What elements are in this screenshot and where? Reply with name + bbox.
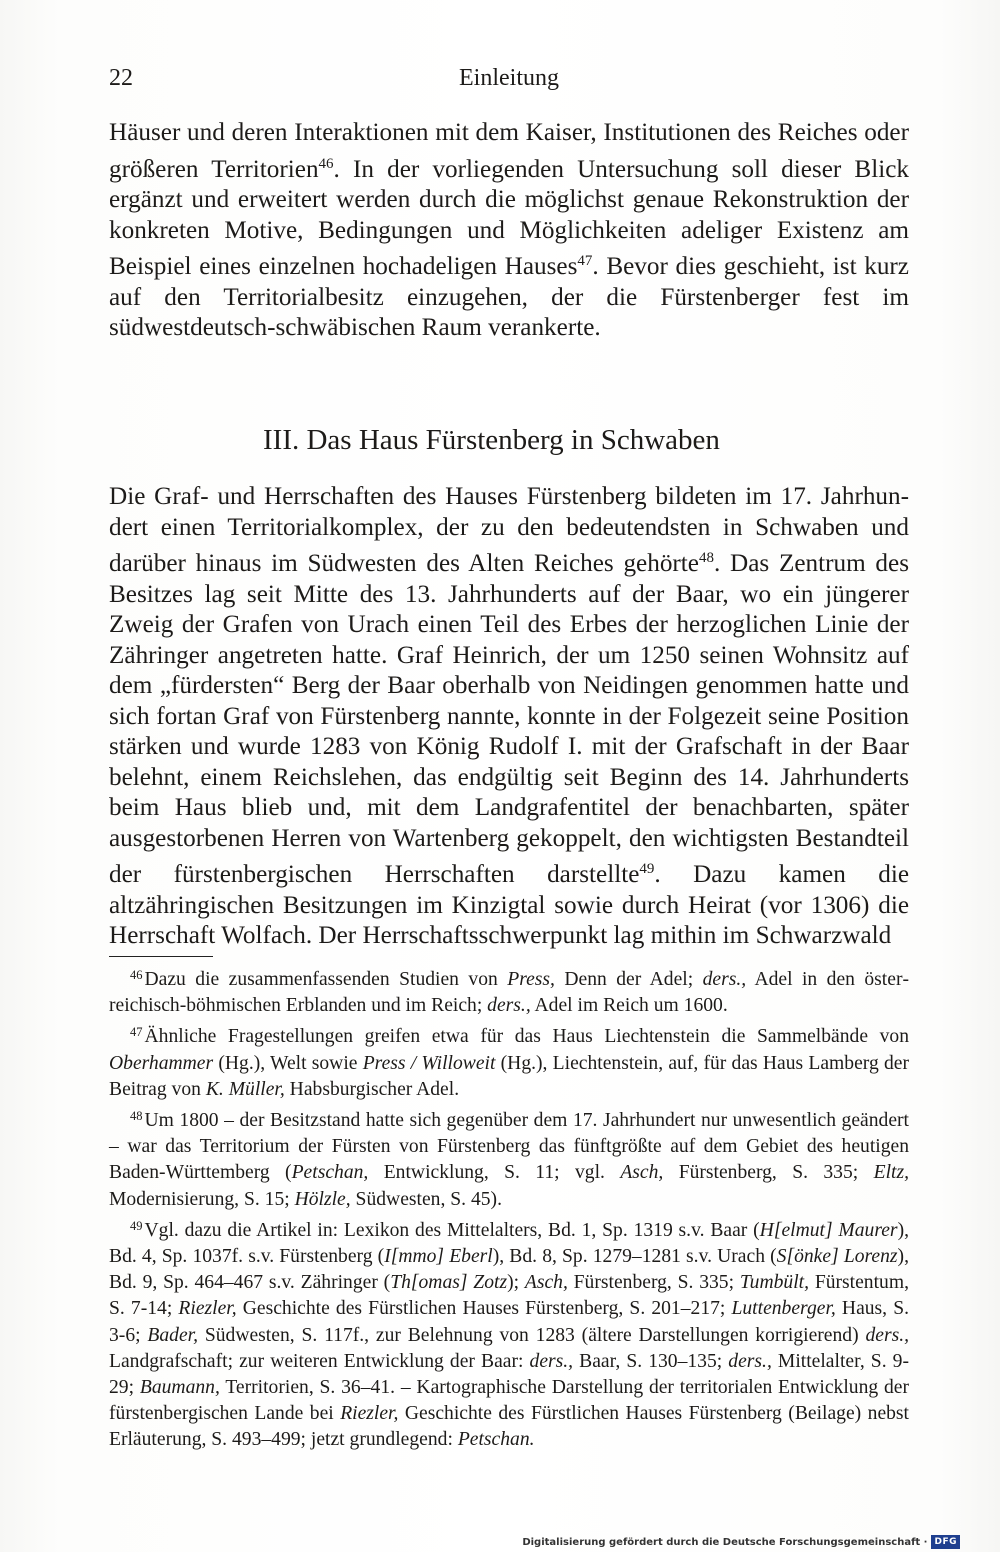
footnote-citation-author: ders., (702, 969, 747, 990)
intro-text-segment: . Bevor dies geschieht, ist kurz auf den Territorialbesitz einzugehen, der die Fürstenberger fest im südwestdeutsch-schwäbischen Raum verankerte. (109, 253, 909, 341)
footnote-citation-author: Th[omas] Zotz (390, 1272, 508, 1294)
main-text-segment: . Das Zentrum des Besitzes lag seit Mitte des 13. Jahrhunderts auf der Baar, wo ein jüngerer Zweig der Grafen von Urach einen Teil des Erbes der herzoglichen Linie der Zähringer angetreten hatte. Graf Heinrich, der um 1250 seinen Wohnsitz auf dem „fürdersten“ Berg der Baar oberhalb von Neidingen genommen hatte und sich fortan Graf von Fürstenberg nannte, konnte in der Folgezeit seine Position stärken und wurde 1283 von König Rudolf I. mit der Grafschaft in der Baar belehnt, einem Reichslehen, das endgültig seit Beginn des 14. Jahrhunderts beim Haus blieb und, mit dem Landgrafentitel der benachbarten, später ausgestorbenen Herren von Wartenberg gekoppelt, den wichtigsten Bestandteil der fürstenbergischen Herrschaften darstellte (109, 550, 909, 888)
footnote-citation-author: Riezler, (178, 1298, 237, 1320)
main-paragraph (109, 482, 909, 952)
intro-text-segment: Häuser und deren Interaktionen mit dem Kaiser, Institutionen des Reiches oder größeren Territorien (109, 119, 909, 183)
footnote-number: 49 (130, 1218, 143, 1233)
footnote-text: Denn der Adel; (554, 969, 703, 990)
footnote-citation-author: ders., (529, 1350, 574, 1372)
footnote-text: Territorien, S. 36–41. – Kartographische Darstellung der territorialen Entwicklung der fürstenbergischen Lande bei (109, 1377, 910, 1425)
footnote-text: Adel in den österreichisch-böhmischen Erblanden und im Reich; (109, 969, 909, 1017)
footnote-text: ), Bd. 8, Sp. 1279–1281 s.v. Urach ( (492, 1246, 777, 1268)
credit-text: Digitalisierung gefördert durch die Deutsche Forschungsgemeinschaft · (522, 1536, 928, 1548)
running-head: Einleitung (459, 65, 559, 91)
footnote-text: Haus, S. 3-6; (109, 1298, 910, 1346)
footnote-text: Entwicklung, S. 11; vgl. (368, 1162, 621, 1184)
footnote-rule (109, 956, 213, 957)
dfg-logo: DFG (931, 1535, 960, 1549)
footnote-48 (109, 1103, 909, 1213)
footnote-text: Geschichte des Fürstlichen Hauses Fürstenberg, S. 201–217; (236, 1298, 732, 1320)
page-number: 22 (109, 65, 133, 91)
footnote-text: ), Bd. 9, Sp. 464–467 s.v. Zähringer ( (109, 1246, 909, 1294)
footnote-text: Südwesten, S. 117f., zur Belehnung von 1283 (ältere Darstellungen korrigierend) (198, 1324, 866, 1346)
footnote-text: Geschichte des Fürstlichen Hauses Fürstenberg (Beilage) nebst Erläuterung, S. 493–499; jetzt grundlegend: (109, 1403, 910, 1451)
digitization-credit (522, 1534, 960, 1550)
footnote-text: Baar, S. 130–135; (573, 1350, 729, 1372)
footnote-citation-author: ders., (865, 1324, 909, 1346)
footnote-text: Habsburgischer Adel. (284, 1078, 460, 1100)
footnote-text: Fürstentum, S. 7-14; (109, 1272, 909, 1320)
footnote-citation-author: Asch, (524, 1272, 568, 1294)
footnote-46 (109, 962, 909, 1019)
footnote-text: Mittelalter, S. 9-29; (109, 1350, 909, 1399)
footnote-text: (Hg.), Welt sowie (213, 1052, 363, 1074)
footnote-citation-author: Oberhammer (109, 1052, 214, 1074)
footnote-citation-author: ders., (487, 995, 531, 1017)
footnote-citation-author: Eltz, (873, 1162, 909, 1184)
intro-text-segment: . In der vorliegenden Untersuchung soll dieser Blick ergänzt und erweitert werden durch die möglichst genaue Rekonstruktion der konkreten Motive, Bedingungen und Möglichkeiten adeliger Existenz am Beispiel eines einzelnen hochadeligen Hauses (109, 155, 909, 280)
footnote-number: 47 (130, 1025, 143, 1040)
footnote-ref-46: 46 (318, 155, 334, 172)
footnote-text: Fürstenberg, S. 335; (663, 1162, 874, 1184)
footnote-text: ); (507, 1272, 525, 1294)
section-heading: III. Das Haus Fürstenberg in Schwaben (263, 424, 720, 456)
footnote-citation-author: ders., (728, 1350, 772, 1372)
footnote-text: Ähnliche Fragestellungen greifen etwa für das Haus Liechtenstein die Sammelbände von (144, 1026, 909, 1048)
footnotes (109, 962, 909, 1454)
footnote-ref-48: 48 (699, 550, 714, 566)
footnote-ref-47: 47 (577, 253, 593, 269)
footnote-text: Modernisierung, S. 15; (109, 1188, 295, 1210)
footnote-text: Vgl. dazu die Artikel in: Lexikon des Mittelalters, Bd. 1, Sp. 1319 s.v. Baar ( (144, 1219, 760, 1241)
footnote-text: ), Bd. 4, Sp. 1037f. s.v. Fürstenberg ( (109, 1219, 909, 1268)
footnote-text: (Hg.), Liechtenstein, auf, für das Haus Lamberg der Beitrag von (109, 1052, 909, 1100)
footnote-citation-author: Petschan, (291, 1162, 369, 1184)
footnote-49 (109, 1213, 909, 1454)
footnote-citation-author: Petschan. (457, 1429, 535, 1451)
footnote-citation-author: H[elmut] Maurer (759, 1219, 898, 1241)
main-text-segment: Die Graf- und Herrschaften des Hauses Fürstenberg bildeten im 17. Jahrhundert einen Territorialkomplex, der zu den bedeutendsten in Schwaben und darüber hinaus im Südwesten des Alten Reiches gehörte (109, 483, 909, 577)
footnote-citation-author: Baumann, (139, 1377, 220, 1399)
page-header (109, 62, 909, 94)
footnote-text: Fürstenberg, S. 335; (567, 1272, 740, 1294)
footnote-citation-author: Riezler, (340, 1403, 399, 1425)
footnote-text: Um 1800 – der Besitzstand hatte sich gegenüber dem 17. Jahrhundert nur unwesentlich geändert – war das Territorium der Fürsten von Fürstenberg das fünftgrößte auf dem Gebiet des heutigen Baden-Württemberg ( (109, 1110, 909, 1184)
footnote-citation-author: S[önke] Lorenz (776, 1246, 898, 1268)
intro-paragraph (109, 118, 909, 344)
footnote-ref-49: 49 (639, 861, 655, 877)
footnote-citation-author: Asch, (620, 1162, 664, 1184)
footnote-citation-author: Press / Willoweit (362, 1052, 496, 1074)
footnote-text: Landgrafschaft; zur weiteren Entwicklung der Baar: (109, 1350, 530, 1372)
footnote-47 (109, 1019, 909, 1103)
footnote-text: Südwesten, S. 45). (350, 1188, 502, 1210)
footnote-number: 46 (130, 968, 143, 982)
footnote-citation-author: Press, (507, 969, 555, 990)
main-text-segment: . Dazu kamen die altzähringischen Besitzungen im Kinzigtal sowie durch Heirat (vor 1306) die Herrschaft Wolfach. Der Herrschaftsschwerpunkt lag mithin im Schwarzwald (109, 861, 909, 949)
footnote-citation-author: Bader, (147, 1324, 199, 1346)
footnote-citation-author: Tumbült, (739, 1272, 810, 1294)
main-text-block (109, 482, 909, 952)
footnote-citation-author: K. Müller, (205, 1078, 285, 1100)
footnote-citation-author: I[mmo] Eberl (384, 1246, 493, 1268)
footnote-citation-author: Luttenberger, (731, 1298, 836, 1320)
footnote-citation-author: Hölzle, (294, 1188, 351, 1210)
footnote-number: 48 (130, 1109, 143, 1124)
intro-text-block (109, 118, 909, 344)
footnote-text: Dazu die zusammenfassenden Studien von (144, 969, 508, 990)
footnote-text: Adel im Reich um 1600. (530, 995, 728, 1017)
